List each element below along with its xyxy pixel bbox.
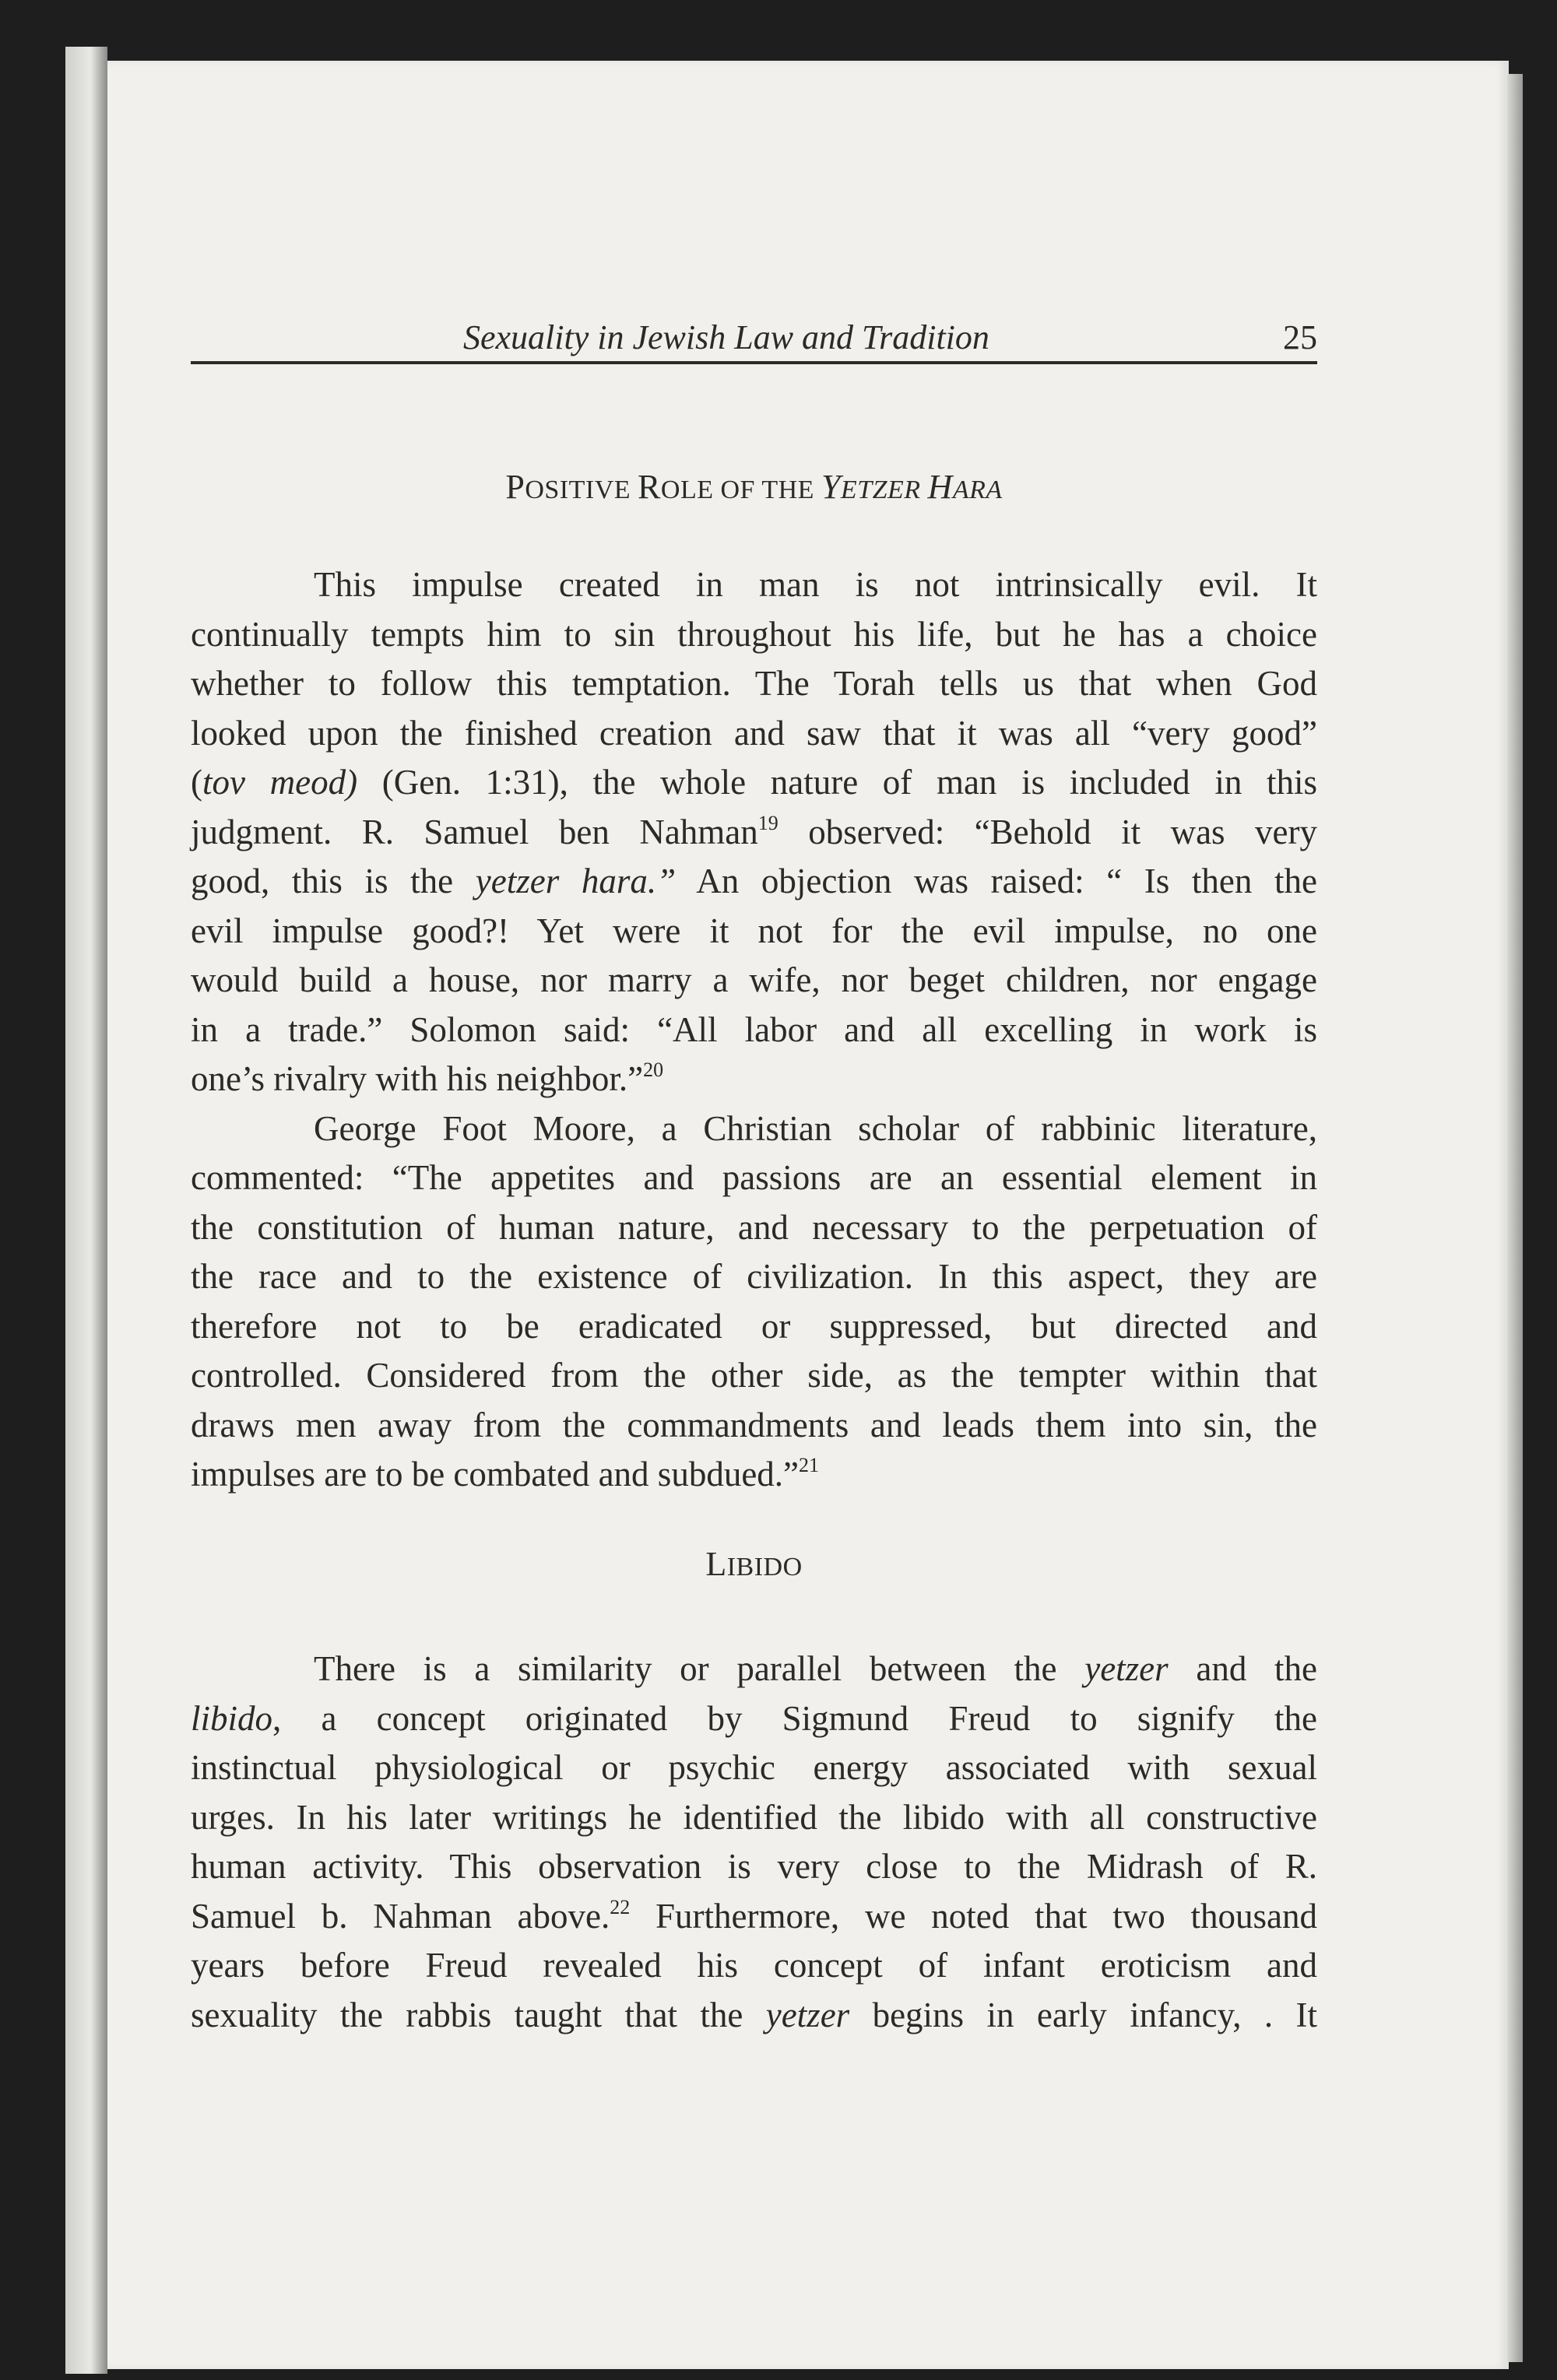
text-segment: Furthermore, we noted that two thousand	[630, 1896, 1317, 1936]
text-segment: observed: “Behold it was very	[778, 812, 1317, 851]
text-segment: continually tempts him to sin throughout his life, but he has a choice	[191, 614, 1317, 654]
heading-text: H	[927, 468, 953, 506]
text-segment: impulses are to be combated and subdued.”	[191, 1455, 800, 1494]
header-rule	[191, 361, 1317, 364]
text-line	[191, 907, 1317, 956]
heading-text: IBIDO	[726, 1553, 803, 1581]
text-line	[191, 1793, 1317, 1842]
running-head	[191, 318, 1317, 361]
text-line	[191, 857, 1317, 906]
heading-text: ARA	[952, 476, 1003, 504]
text-segment: This impulse created in man is not intrinsically evil. It	[314, 565, 1317, 604]
page-number: 25	[1283, 318, 1317, 356]
text-segment: and the	[1168, 1649, 1318, 1688]
section-heading-libido	[191, 1544, 1317, 1584]
footnote-ref: 19	[757, 811, 778, 834]
text-segment: yetzer hara.”	[475, 862, 677, 900]
text-line	[191, 808, 1317, 857]
section-heading-positive-role	[191, 467, 1317, 507]
text-line	[191, 560, 1317, 609]
text-segment: begins in early infancy, . It	[849, 1995, 1317, 2034]
text-line	[191, 610, 1317, 659]
text-segment: good, this is the	[191, 862, 476, 900]
text-line	[191, 1153, 1317, 1202]
text-segment: (Gen. 1:31), the whole nature of man is included in this	[357, 763, 1317, 802]
text-segment: yetzer	[765, 1995, 850, 2034]
text-line	[191, 1941, 1317, 1990]
text-line	[191, 1006, 1317, 1055]
text-segment: controlled. Considered from the other side, as the tempter within that	[191, 1356, 1317, 1395]
text-line	[191, 1892, 1317, 1941]
text-segment: therefore not to be eradicated or suppressed, but directed and	[191, 1306, 1317, 1346]
heading-text: ETZER	[840, 476, 928, 504]
text-segment: judgment. R. Samuel ben Nahman	[191, 812, 758, 851]
text-line	[191, 1104, 1317, 1153]
text-line	[191, 1842, 1317, 1891]
text-segment: years before Freud revealed his concept of infant eroticism and	[191, 1946, 1317, 1985]
text-segment: George Foot Moore, a Christian scholar of rabbinic literature,	[314, 1108, 1317, 1148]
footnote-ref: 21	[799, 1454, 820, 1476]
text-segment: libido	[191, 1698, 273, 1738]
footnote-ref: 22	[610, 1895, 631, 1918]
text-segment: evil impulse good?! Yet were it not for the evil impulse, no one	[191, 911, 1317, 950]
text-segment: tov meod)	[202, 763, 358, 802]
heading-text: Y	[821, 468, 841, 506]
text-segment: An objection was raised: “ Is then the	[676, 862, 1317, 900]
heading-text: R	[638, 468, 661, 506]
text-segment: would build a house, nor marry a wife, nor beget children, nor engage	[191, 960, 1317, 999]
text-line	[191, 758, 1317, 807]
text-segment: sexuality the rabbis taught that the	[191, 1995, 766, 2034]
page-edge-left	[65, 47, 107, 2374]
heading-text: OLE OF THE	[660, 476, 821, 504]
text-line	[191, 1743, 1317, 1792]
text-segment: whether to follow this temptation. The Torah tells us that when God	[191, 664, 1317, 703]
text-line	[191, 1302, 1317, 1351]
text-line	[191, 1645, 1317, 1694]
text-segment: commented: “The appetites and passions are an essential element in	[191, 1158, 1317, 1197]
text-line	[191, 1450, 1317, 1499]
text-line	[191, 659, 1317, 708]
text-line	[191, 1055, 1317, 1104]
heading-text: L	[705, 1545, 727, 1583]
text-segment: (	[191, 763, 202, 802]
text-segment: the constitution of human nature, and necessary to the perpetuation of	[191, 1207, 1317, 1247]
text-line	[191, 956, 1317, 1005]
text-segment: urges. In his later writings he identified the libido with all constructive	[191, 1797, 1317, 1837]
text-segment: human activity. This observation is very close to the Midrash of R.	[191, 1847, 1317, 1886]
text-line	[191, 709, 1317, 758]
text-segment: , a concept originated by Sigmund Freud to signify the	[272, 1698, 1317, 1738]
text-segment: There is a similarity or parallel between the	[314, 1649, 1085, 1688]
running-head-title: Sexuality in Jewish Law and Tradition	[463, 318, 989, 356]
text-line	[191, 1203, 1317, 1252]
text-line	[191, 1351, 1317, 1400]
text-segment: looked upon the finished creation and saw that it was all “very good”	[191, 713, 1317, 753]
text-segment: draws men away from the commandments and leads them into sin, the	[191, 1405, 1317, 1444]
page-edge-right	[1507, 74, 1523, 2362]
text-segment: one’s rivalry with his neighbor.”	[191, 1059, 644, 1098]
text-line	[191, 1252, 1317, 1301]
text-line	[191, 1401, 1317, 1450]
text-segment: instinctual physiological or psychic energy associated with sexual	[191, 1748, 1317, 1787]
text-segment: yetzer	[1084, 1649, 1169, 1688]
text-segment: Samuel b. Nahman above.	[191, 1896, 610, 1936]
heading-text: P	[505, 468, 525, 506]
heading-text: OSITIVE	[525, 476, 638, 504]
text-line	[191, 1694, 1317, 1743]
footnote-ref: 20	[643, 1058, 664, 1081]
text-line	[191, 1991, 1317, 2040]
text-segment: in a trade.” Solomon said: “All labor and all excelling in work is	[191, 1009, 1317, 1049]
text-segment: the race and to the existence of civilization. In this aspect, they are	[191, 1257, 1317, 1296]
